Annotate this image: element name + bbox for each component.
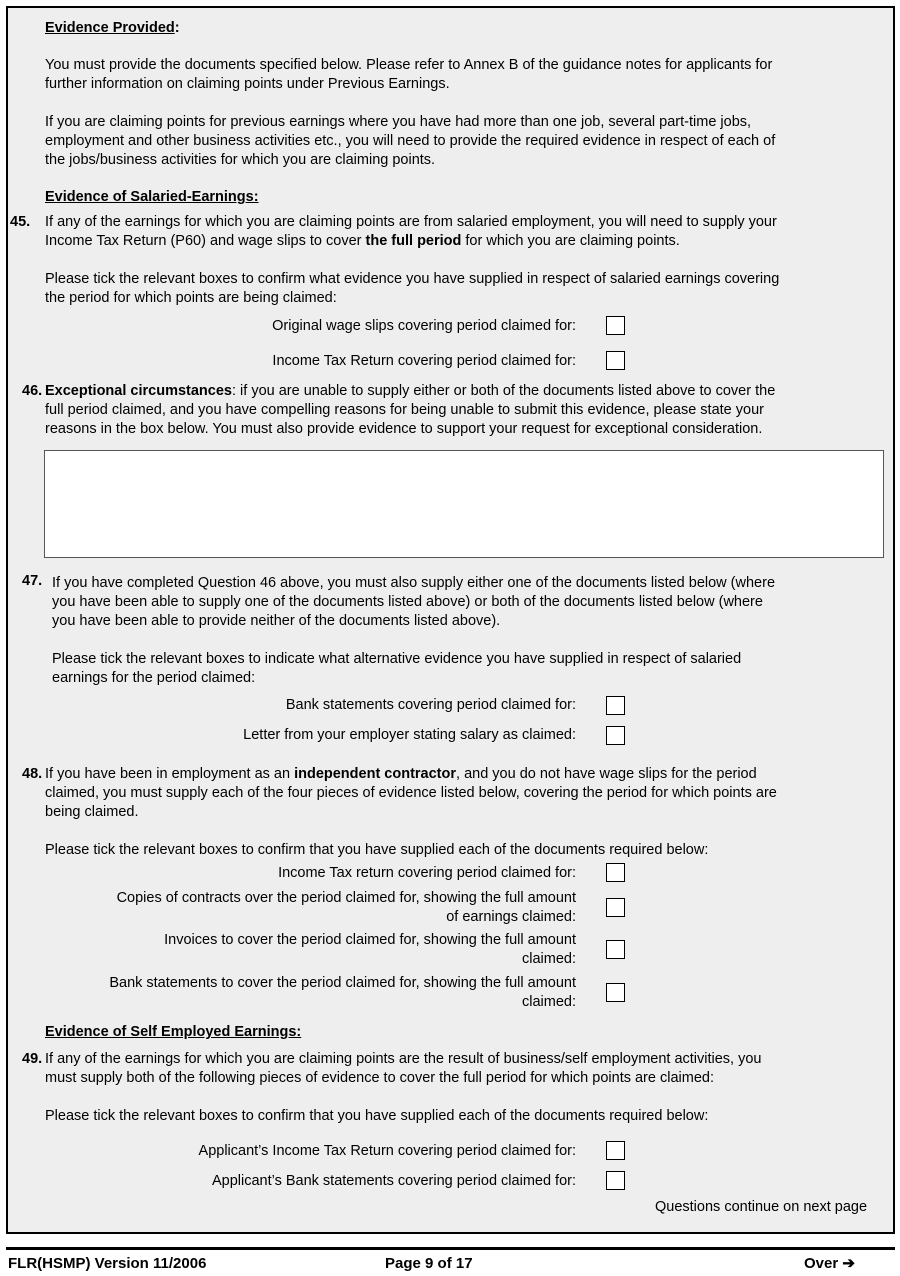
checkbox-label: Copies of contracts over the period claimed for, showing the full amount of earnings claimed:: [116, 890, 576, 925]
wage-slips-checkbox[interactable]: [606, 316, 625, 335]
income-tax-return-checkbox[interactable]: [606, 351, 625, 370]
question-48-text: claimed, you must supply each of the four pieces of evidence listed below, covering the period for which points are: [45, 785, 777, 801]
question-47-instruction: Please tick the relevant boxes to indicate what alternative evidence you have supplied in respect of salaried: [52, 651, 742, 667]
self-employed-bank-statements-checkbox[interactable]: [606, 1171, 625, 1190]
salaried-earnings-heading: Evidence of Salaried-Earnings:: [45, 189, 259, 205]
question-48-text: If you have been in employment as an independent contractor, and you do not have wage slips for the period: [45, 766, 757, 782]
invoices-checkbox[interactable]: [606, 940, 625, 959]
question-49-text: If any of the earnings for which you are claiming points are the result of business/self employment activities, you: [45, 1051, 762, 1067]
question-49-instruction: Please tick the relevant boxes to confirm that you have supplied each of the documents required below:: [45, 1108, 709, 1124]
over-arrow: Over ➔: [804, 1255, 855, 1272]
question-47-text: If you have completed Question 46 above, you must also supply either one of the documents listed below (where: [52, 575, 776, 591]
contractor-income-tax-checkbox[interactable]: [606, 863, 625, 882]
page-number: Page 9 of 17: [385, 1255, 473, 1272]
question-48-number: 48.: [22, 766, 43, 782]
checkbox-label: Bank statements to cover the period claimed for, showing the full amount claimed:: [109, 975, 576, 1010]
checkbox-label: Applicant’s Bank statements covering period claimed for:: [211, 1173, 576, 1189]
checkbox-label: Original wage slips covering period claimed for:: [272, 318, 576, 334]
question-45-instruction: the period for which points are being claimed:: [45, 290, 337, 306]
question-47-instruction: earnings for the period claimed:: [52, 670, 256, 686]
bank-statements-checkbox[interactable]: [606, 696, 625, 715]
contractor-bank-statements-checkbox[interactable]: [606, 983, 625, 1002]
question-46-text: full period claimed, and you have compelling reasons for being unable to submit this evidence, please state your: [45, 402, 764, 418]
question-46-number: 46.: [22, 383, 43, 399]
checkbox-label: Invoices to cover the period claimed for, showing the full amount claimed:: [164, 932, 576, 967]
question-47-text: you have been able to supply one of the documents listed above) or both of the documents listed below (where: [52, 594, 763, 610]
intro-text: employment and other business activities etc., you will need to provide the required evidence in respect of each of: [45, 133, 776, 149]
question-46-text: Exceptional circumstances: if you are unable to supply either or both of the documents listed above to cover the: [45, 383, 776, 399]
question-45-instruction: Please tick the relevant boxes to confirm what evidence you have supplied in respect of salaried earnings covering: [45, 271, 780, 287]
question-46-text: reasons in the box below. You must also provide evidence to support your request for exceptional consideration.: [45, 421, 763, 437]
checkbox-label: Income Tax Return covering period claimed for:: [272, 353, 576, 369]
question-45-text: Income Tax Return (P60) and wage slips to cover the full period for which you are claiming points.: [45, 233, 680, 249]
question-47-number: 47.: [22, 573, 43, 589]
self-employed-tax-return-checkbox[interactable]: [606, 1141, 625, 1160]
footer-divider: [6, 1247, 895, 1250]
evidence-provided-heading: Evidence Provided:: [45, 20, 180, 36]
contracts-checkbox[interactable]: [606, 898, 625, 917]
self-employed-heading: Evidence of Self Employed Earnings:: [45, 1024, 302, 1040]
checkbox-label: Bank statements covering period claimed for:: [285, 697, 576, 713]
question-47-text: you have been able to provide neither of the documents listed above).: [52, 613, 501, 629]
question-48-instruction: Please tick the relevant boxes to confirm that you have supplied each of the documents required below:: [45, 842, 709, 858]
exceptional-circumstances-textbox[interactable]: [44, 450, 884, 558]
form-version: FLR(HSMP) Version 11/2006: [8, 1255, 207, 1272]
employer-letter-checkbox[interactable]: [606, 726, 625, 745]
question-49-text: must supply both of the following pieces of evidence to cover the full period for which points are claimed:: [45, 1070, 714, 1086]
intro-text: You must provide the documents specified below. Please refer to Annex B of the guidance notes for applicants for: [45, 57, 773, 73]
intro-text: If you are claiming points for previous earnings where you have had more than one job, several part-time jobs,: [45, 114, 752, 130]
question-49-number: 49.: [22, 1051, 43, 1067]
checkbox-label: Income Tax return covering period claimed for:: [278, 865, 576, 881]
intro-text: further information on claiming points under Previous Earnings.: [45, 76, 450, 92]
checkbox-label: Applicant’s Income Tax Return covering period claimed for:: [198, 1143, 576, 1159]
continue-note: Questions continue on next page: [655, 1199, 868, 1215]
question-45-number: 45.: [10, 214, 31, 230]
intro-text: the jobs/business activities for which you are claiming points.: [45, 152, 436, 168]
question-45-text: If any of the earnings for which you are claiming points are from salaried employment, you will need to supply your: [45, 214, 777, 230]
question-48-text: being claimed.: [45, 804, 139, 820]
checkbox-label: Letter from your employer stating salary as claimed:: [243, 727, 576, 743]
